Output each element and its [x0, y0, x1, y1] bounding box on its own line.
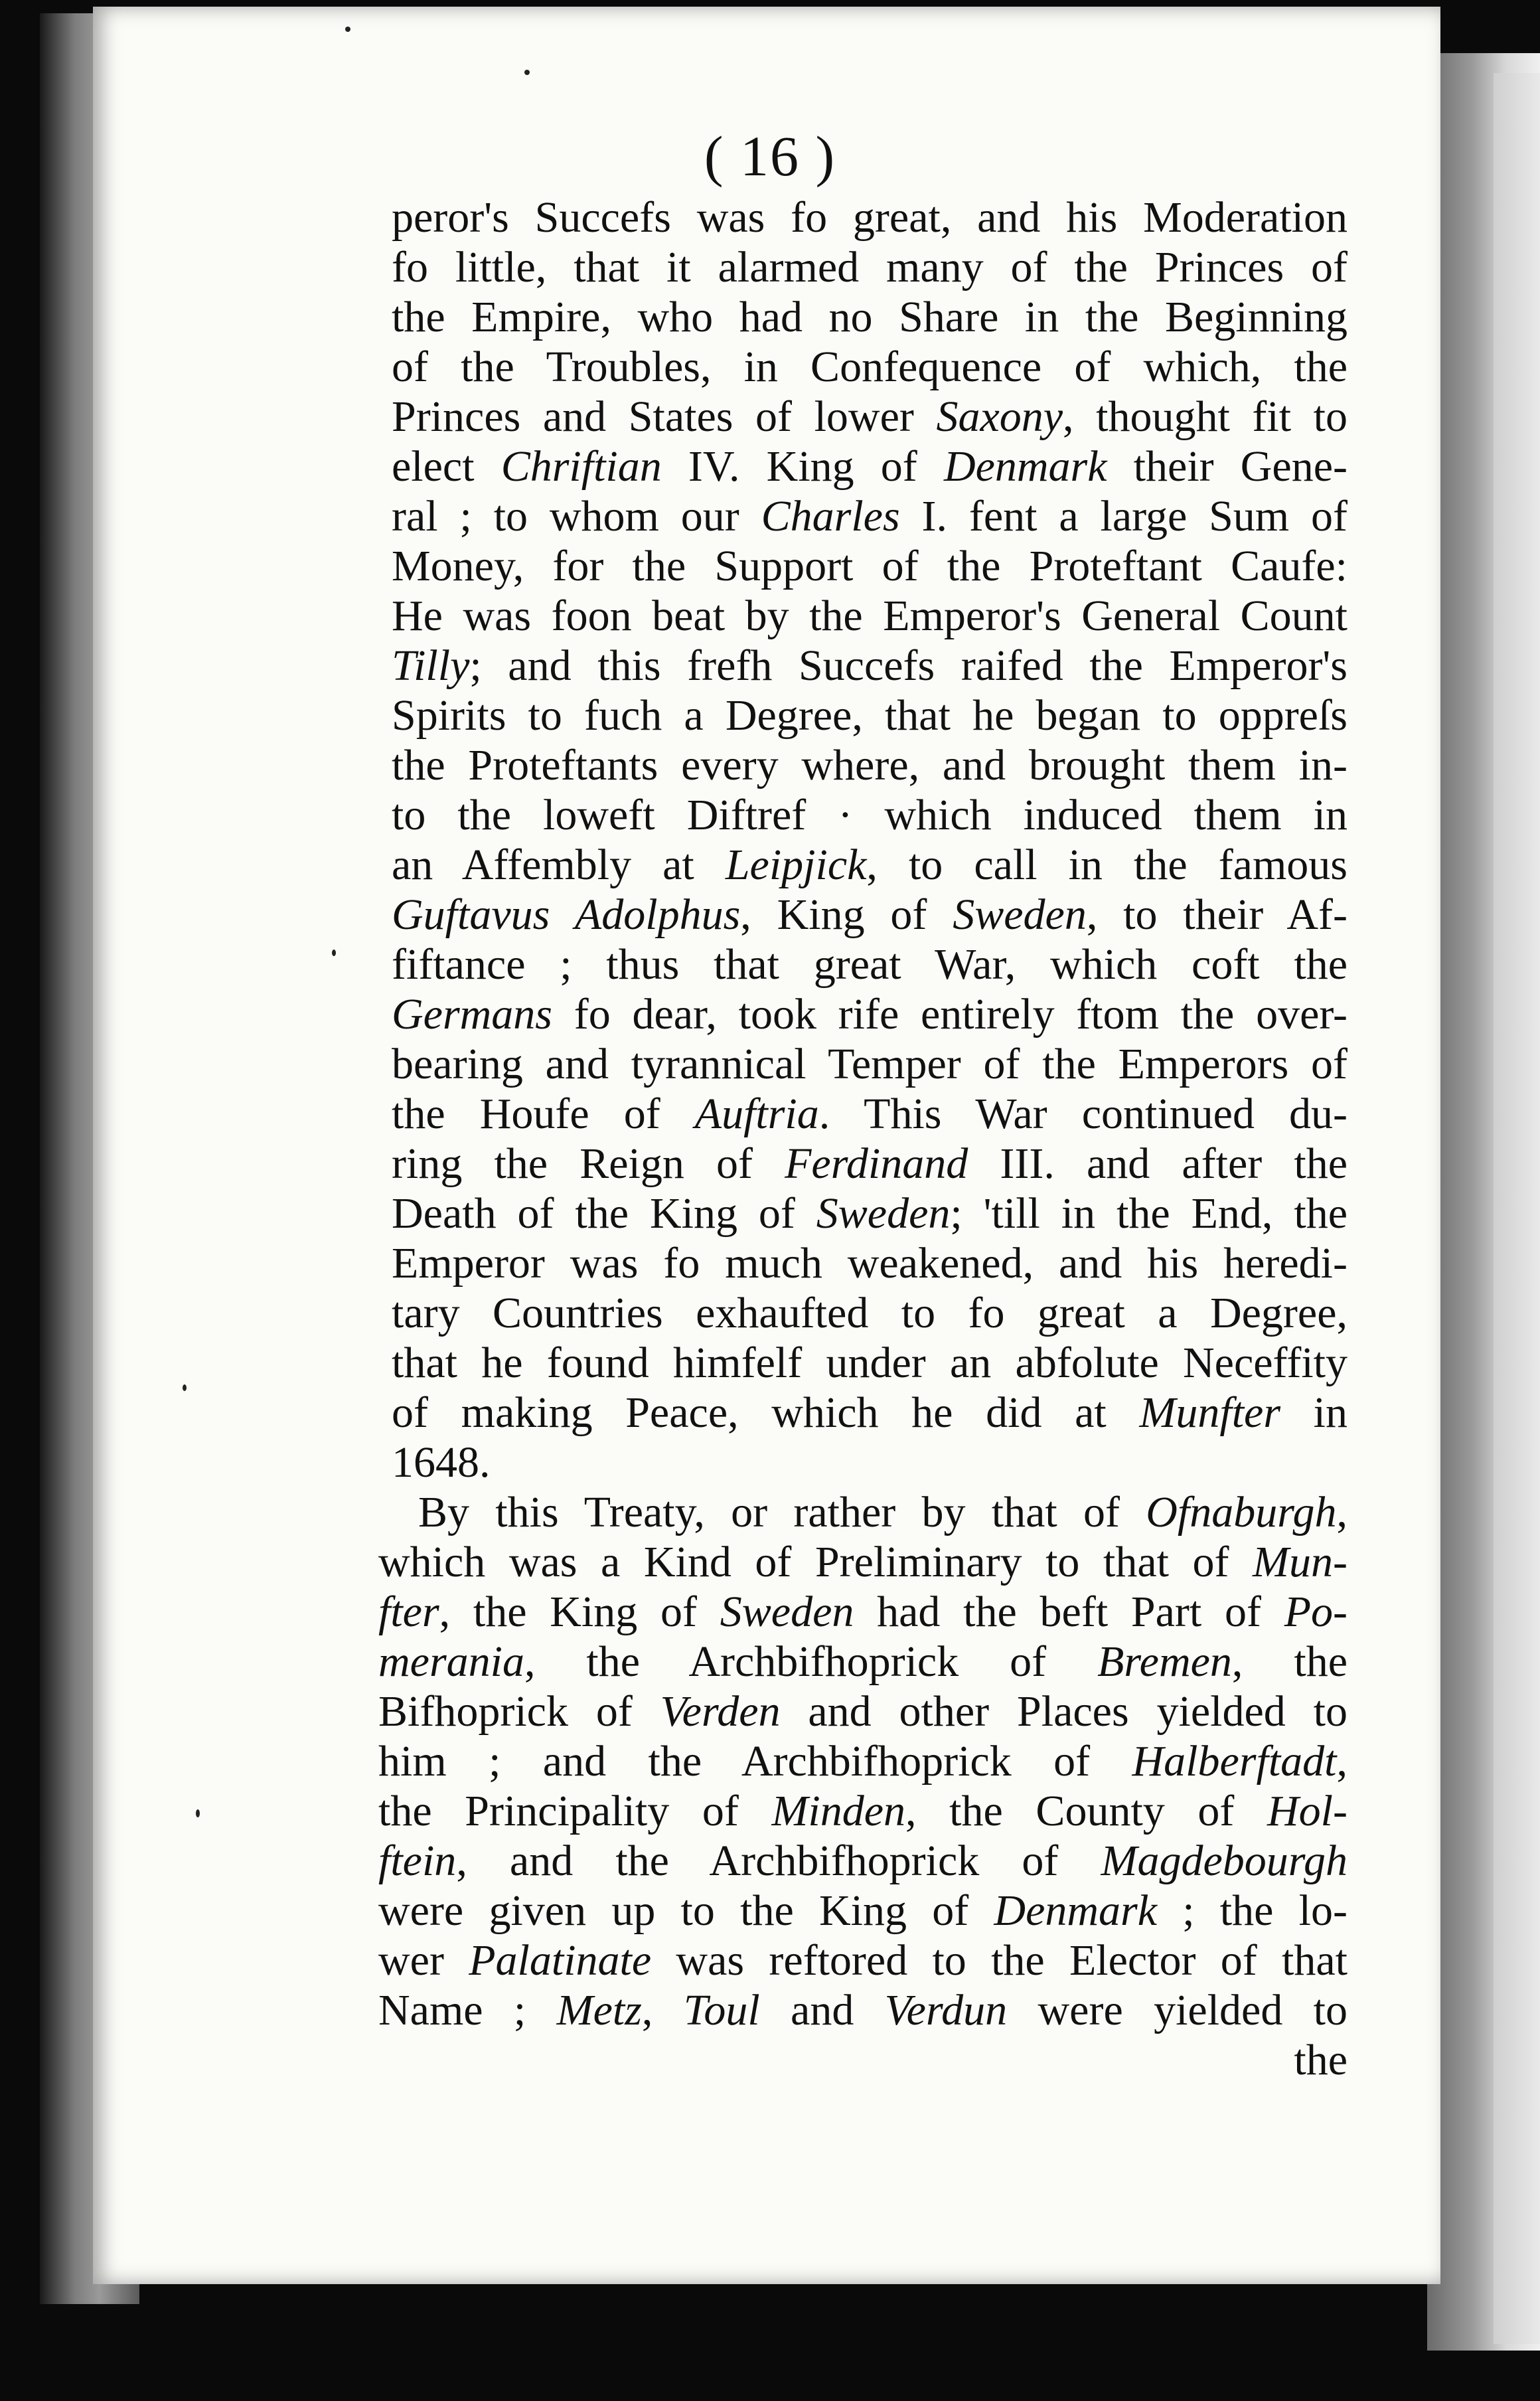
page-number: ( 16 ) [704, 124, 836, 188]
text-line [392, 1288, 1348, 1338]
text-run: fiftance ; thus that great War, which coft the [392, 940, 1348, 989]
italic-text: Ferdinand [785, 1139, 968, 1188]
italic-text: Denmark [943, 442, 1107, 491]
italic-text: Verden [660, 1687, 781, 1736]
text-run: in [1280, 1388, 1348, 1437]
italic-text: Halberftadt [1132, 1737, 1337, 1785]
text-line [378, 1786, 1348, 1836]
text-run: elect [392, 442, 501, 491]
italic-text: Auftria [694, 1090, 819, 1138]
text-run: By this Treaty, or rather by that of [418, 1488, 1146, 1536]
italic-text: Guftavus Adolphus [392, 890, 741, 939]
text-run: tary Countries exhaufted to fo great a Degree, [392, 1289, 1348, 1337]
text-line [392, 691, 1348, 740]
text-run: Emperor was fo much weakened, and his heredi- [392, 1239, 1348, 1287]
text-run: and [759, 1986, 885, 2034]
text-run: , [1336, 1737, 1348, 1785]
text-run: the Principality of [378, 1787, 772, 1835]
text-line [392, 840, 1348, 890]
body-text [378, 193, 1348, 2085]
italic-text: merania [378, 1637, 524, 1686]
text-line [392, 989, 1348, 1039]
italic-text: Sweden [816, 1189, 951, 1238]
text-run: and other Places yielded to [780, 1687, 1348, 1736]
text-run: Spirits to fuch a Degree, that he began to oppreſs [392, 691, 1348, 740]
text-run: , the County of [905, 1787, 1268, 1835]
text-line [392, 790, 1348, 840]
text-line [392, 541, 1348, 591]
text-run: III. and after the [968, 1139, 1348, 1188]
text-line [392, 591, 1348, 641]
text-run: that he found himfelf under an abfolute Neceffity [392, 1339, 1348, 1387]
text-run: ring the Reign of [392, 1139, 785, 1188]
text-line [392, 292, 1348, 342]
text-run: , and the Archbifhoprick of [456, 1837, 1101, 1885]
text-run: to the loweft Diftref · which induced them in [392, 791, 1348, 839]
text-run: , [641, 1986, 684, 2034]
text-run: , King of [740, 890, 953, 939]
text-run: were yielded to [1007, 1986, 1348, 2034]
facing-page-margin [1494, 73, 1540, 2344]
text-line [378, 1836, 1348, 1886]
text-run: Death of the King of [392, 1189, 816, 1238]
text-line [392, 940, 1348, 989]
italic-text: Toul [683, 1986, 760, 2034]
catchword: the [1294, 2036, 1348, 2084]
text-line [392, 1338, 1348, 1388]
text-run: him ; and the Archbifhoprick of [378, 1737, 1132, 1785]
text-line [378, 1687, 1348, 1736]
text-run: Princes and States of lower [392, 392, 937, 441]
text-run: ral ; to whom our [392, 492, 761, 540]
text-run: wer [378, 1936, 469, 1985]
text-run: was reftored to the Elector of that [651, 1936, 1348, 1985]
print-speck [345, 27, 350, 32]
text-run: the Empire, who had no Share in the Beginning [392, 293, 1348, 341]
text-run: , [1336, 1488, 1348, 1536]
text-line [392, 1238, 1348, 1288]
text-run: bearing and tyrannical Temper of the Emperors of [392, 1040, 1348, 1088]
text-run: peror's Succefs was fo great, and his Moderation [392, 193, 1348, 242]
text-line [378, 1985, 1348, 2035]
text-run: had the beft Part of [854, 1588, 1284, 1636]
italic-text: Bremen [1097, 1637, 1232, 1686]
italic-text: Minden [771, 1787, 906, 1835]
text-line [392, 890, 1348, 940]
text-run: . This War continued du- [818, 1090, 1348, 1138]
text-run: of the Troubles, in Confequence of which, the [392, 343, 1348, 391]
italic-text: Mun- [1253, 1538, 1348, 1586]
italic-text: Metz [556, 1986, 642, 2034]
text-run: , to call in the famous [866, 841, 1348, 889]
text-run: an Affembly at [392, 841, 726, 889]
italic-text: Magdebourgh [1101, 1837, 1348, 1885]
print-speck [183, 1384, 187, 1391]
italic-text: fter [378, 1588, 439, 1636]
text-run: of making Peace, which he did at [392, 1388, 1140, 1437]
text-run: IV. King of [661, 442, 944, 491]
text-line [392, 641, 1348, 691]
text-line [378, 1587, 1348, 1637]
text-line [392, 1189, 1348, 1238]
italic-text: Denmark [994, 1886, 1158, 1935]
italic-text: Germans [392, 990, 552, 1038]
print-speck [196, 1809, 200, 1817]
text-run: I. fent a large Sum of [899, 492, 1348, 540]
text-line [392, 193, 1348, 242]
text-run: , to their Af- [1086, 890, 1348, 939]
text-run: , thought fit to [1063, 392, 1348, 441]
italic-text: Verdun [884, 1986, 1008, 2034]
italic-text: Leipjick [725, 841, 867, 889]
italic-text: Tilly [392, 641, 470, 690]
text-run: 1648. [392, 1438, 491, 1487]
text-line [392, 342, 1348, 392]
text-line [378, 1736, 1348, 1786]
italic-text: ftein [378, 1837, 457, 1885]
text-run: Money, for the Support of the Proteftant Caufe: [392, 542, 1348, 590]
text-run: He was foon beat by the Emperor's General Count [392, 592, 1348, 640]
text-line [392, 242, 1348, 292]
print-speck [524, 70, 530, 75]
text-line [392, 1089, 1348, 1139]
text-line [378, 1637, 1348, 1687]
italic-text: Palatinate [469, 1936, 652, 1985]
text-line [392, 1438, 1348, 1487]
italic-text: Po- [1284, 1588, 1348, 1636]
text-line [392, 442, 1348, 491]
text-line [392, 1388, 1348, 1438]
text-run: Bifhoprick of [378, 1687, 660, 1736]
italic-text: Hol- [1267, 1787, 1348, 1835]
text-run: their Gene- [1107, 442, 1348, 491]
text-run: Name ; [378, 1986, 557, 2034]
italic-text: Saxony [936, 392, 1063, 441]
italic-text: Munfter [1139, 1388, 1281, 1437]
italic-text: Charles [761, 492, 900, 540]
text-line [392, 1139, 1348, 1189]
text-line [378, 1537, 1348, 1587]
text-line [392, 1039, 1348, 1089]
italic-text: Ofnaburgh [1146, 1488, 1337, 1536]
text-line [378, 1936, 1348, 1985]
text-line [392, 740, 1348, 790]
text-line [392, 392, 1348, 442]
italic-text: Sweden [720, 1588, 854, 1636]
text-run: , the [1231, 1637, 1348, 1686]
text-line [378, 1487, 1348, 1537]
text-run: ; the lo- [1157, 1886, 1348, 1935]
italic-text: Chriftian [501, 442, 662, 491]
text-run: fo dear, took rife entirely ftom the over- [552, 990, 1348, 1038]
text-run: were given up to the King of [378, 1886, 994, 1935]
text-run: ; 'till in the End, the [950, 1189, 1348, 1238]
text-run: the Houfe of [392, 1090, 695, 1138]
italic-text: Sweden [953, 890, 1087, 939]
text-run: , the King of [439, 1588, 720, 1636]
text-run: which was a Kind of Preliminary to that of [378, 1538, 1253, 1586]
text-run: , the Archbifhoprick of [524, 1637, 1098, 1686]
text-line [392, 491, 1348, 541]
text-run: the Proteftants every where, and brought them in- [392, 741, 1348, 789]
text-line [378, 1886, 1348, 1936]
text-run: fo little, that it alarmed many of the Princes of [392, 243, 1348, 291]
print-speck [332, 950, 336, 956]
text-run: ; and this frefh Succefs raifed the Emperor's [469, 641, 1348, 690]
